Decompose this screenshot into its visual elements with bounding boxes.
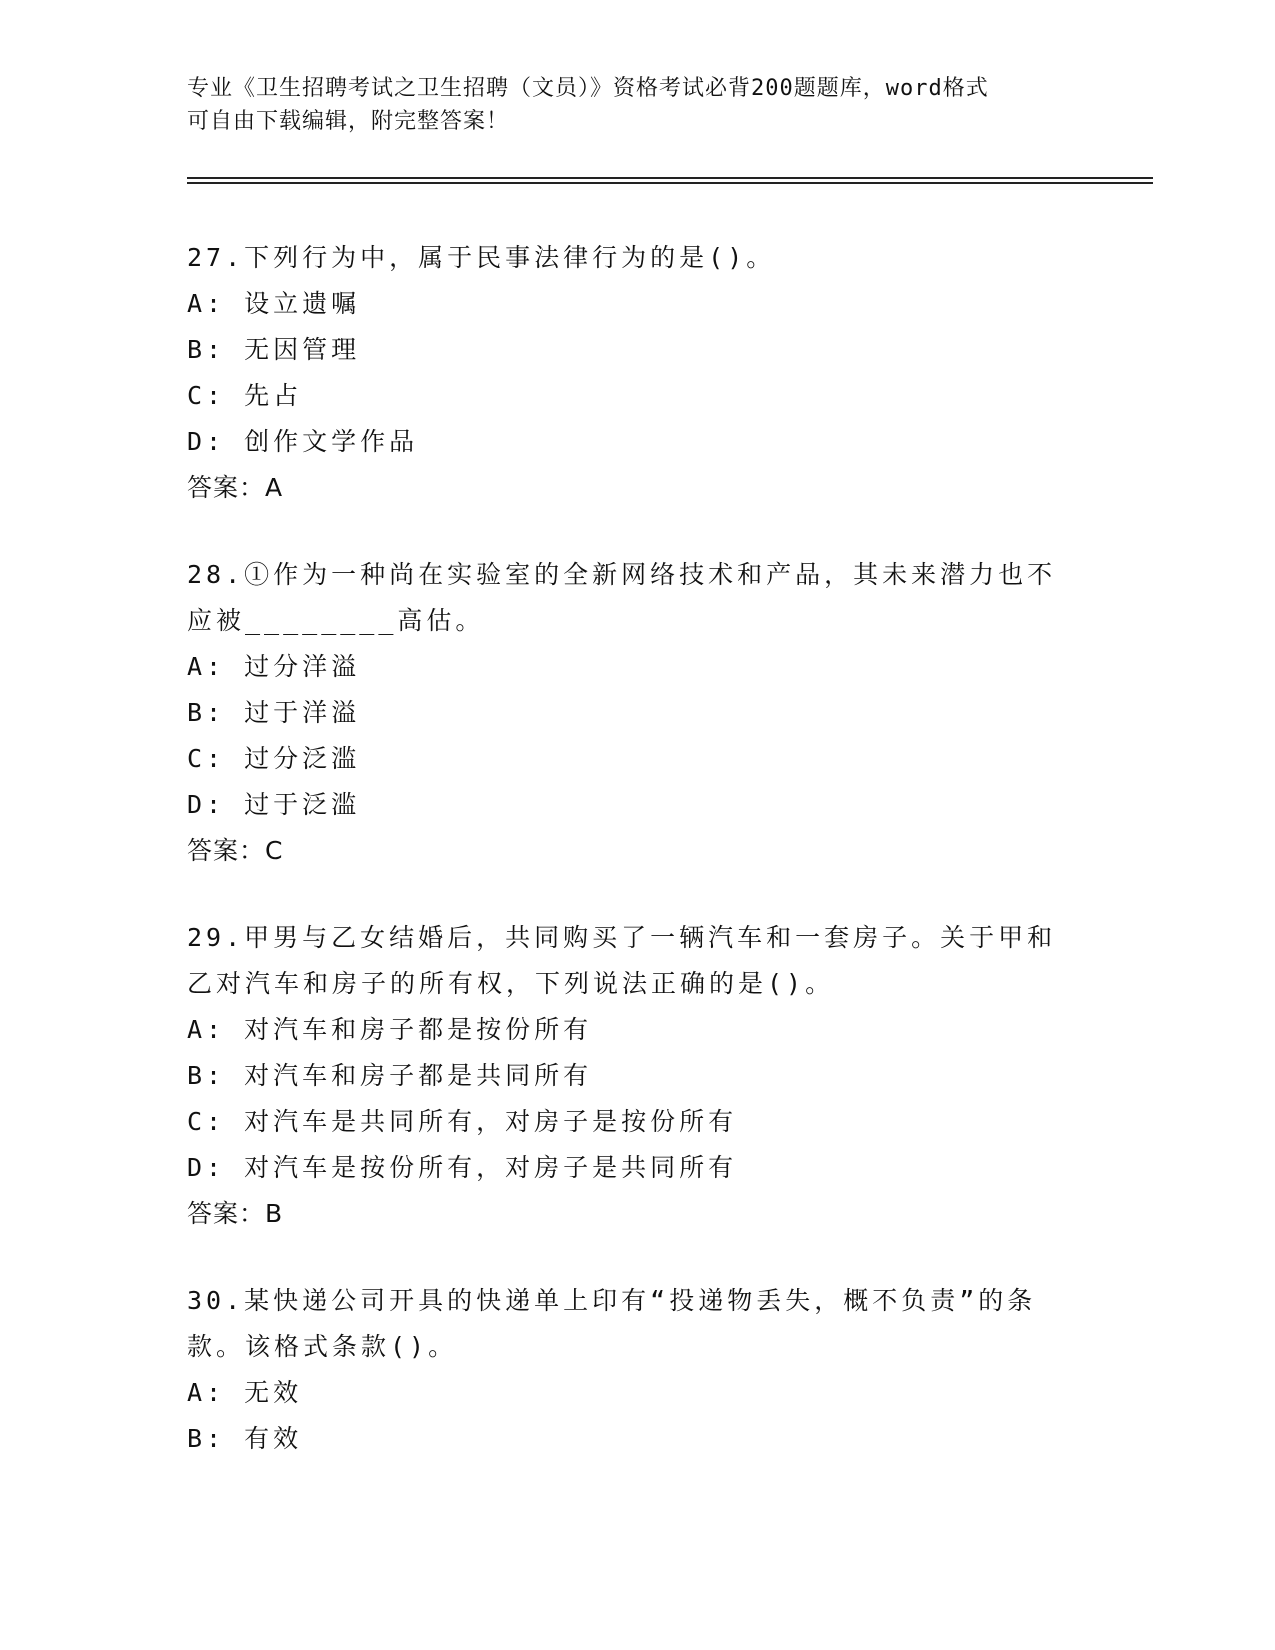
header-divider-top — [187, 177, 1153, 179]
answer-line: 答案：A — [187, 473, 284, 502]
answer-line: 答案：B — [187, 1199, 284, 1228]
question-27 — [187, 235, 1067, 511]
option-a: A: 无效 — [187, 1378, 303, 1407]
option-b: B: 对汽车和房子都是共同所有 — [187, 1061, 593, 1090]
option-d: D: 创作文学作品 — [187, 427, 419, 456]
question-30 — [187, 1278, 1067, 1462]
question-stem: 27.下列行为中，属于民事法律行为的是()。 — [187, 243, 776, 272]
option-d: D: 对汽车是按份所有，对房子是共同所有 — [187, 1153, 738, 1182]
option-b: B: 过于洋溢 — [187, 698, 361, 727]
option-d: D: 过于泛滥 — [187, 790, 361, 819]
option-a: A: 对汽车和房子都是按份所有 — [187, 1015, 593, 1044]
question-29 — [187, 915, 1067, 1237]
option-a: A: 设立遗嘱 — [187, 289, 361, 318]
question-stem: 29.甲男与乙女结婚后，共同购买了一辆汽车和一套房子。关于甲和乙对汽车和房子的所有权，下列说法正确的是()。 — [187, 923, 1057, 998]
question-28 — [187, 552, 1067, 874]
option-c: C: 先占 — [187, 381, 303, 410]
header-divider-bottom — [187, 182, 1153, 184]
option-c: C: 对汽车是共同所有，对房子是按份所有 — [187, 1107, 738, 1136]
question-stem: 28.①作为一种尚在实验室的全新网络技术和产品，其未来潜力也不应被________高估。 — [187, 560, 1057, 635]
option-a: A: 过分洋溢 — [187, 652, 361, 681]
answer-line: 答案：C — [187, 836, 284, 865]
option-c: C: 过分泛滥 — [187, 744, 361, 773]
question-list — [187, 235, 1067, 1503]
header-line-1: 专业《卫生招聘考试之卫生招聘（文员）》资格考试必背200题题库，word格式 — [187, 76, 989, 101]
option-b: B: 无因管理 — [187, 335, 361, 364]
header-line-2: 可自由下载编辑，附完整答案！ — [187, 109, 510, 134]
question-stem: 30.某快递公司开具的快递单上印有“投递物丢失，概不负责”的条款。该格式条款()。 — [187, 1286, 1037, 1361]
document-header — [187, 72, 1067, 138]
option-b: B: 有效 — [187, 1424, 303, 1453]
